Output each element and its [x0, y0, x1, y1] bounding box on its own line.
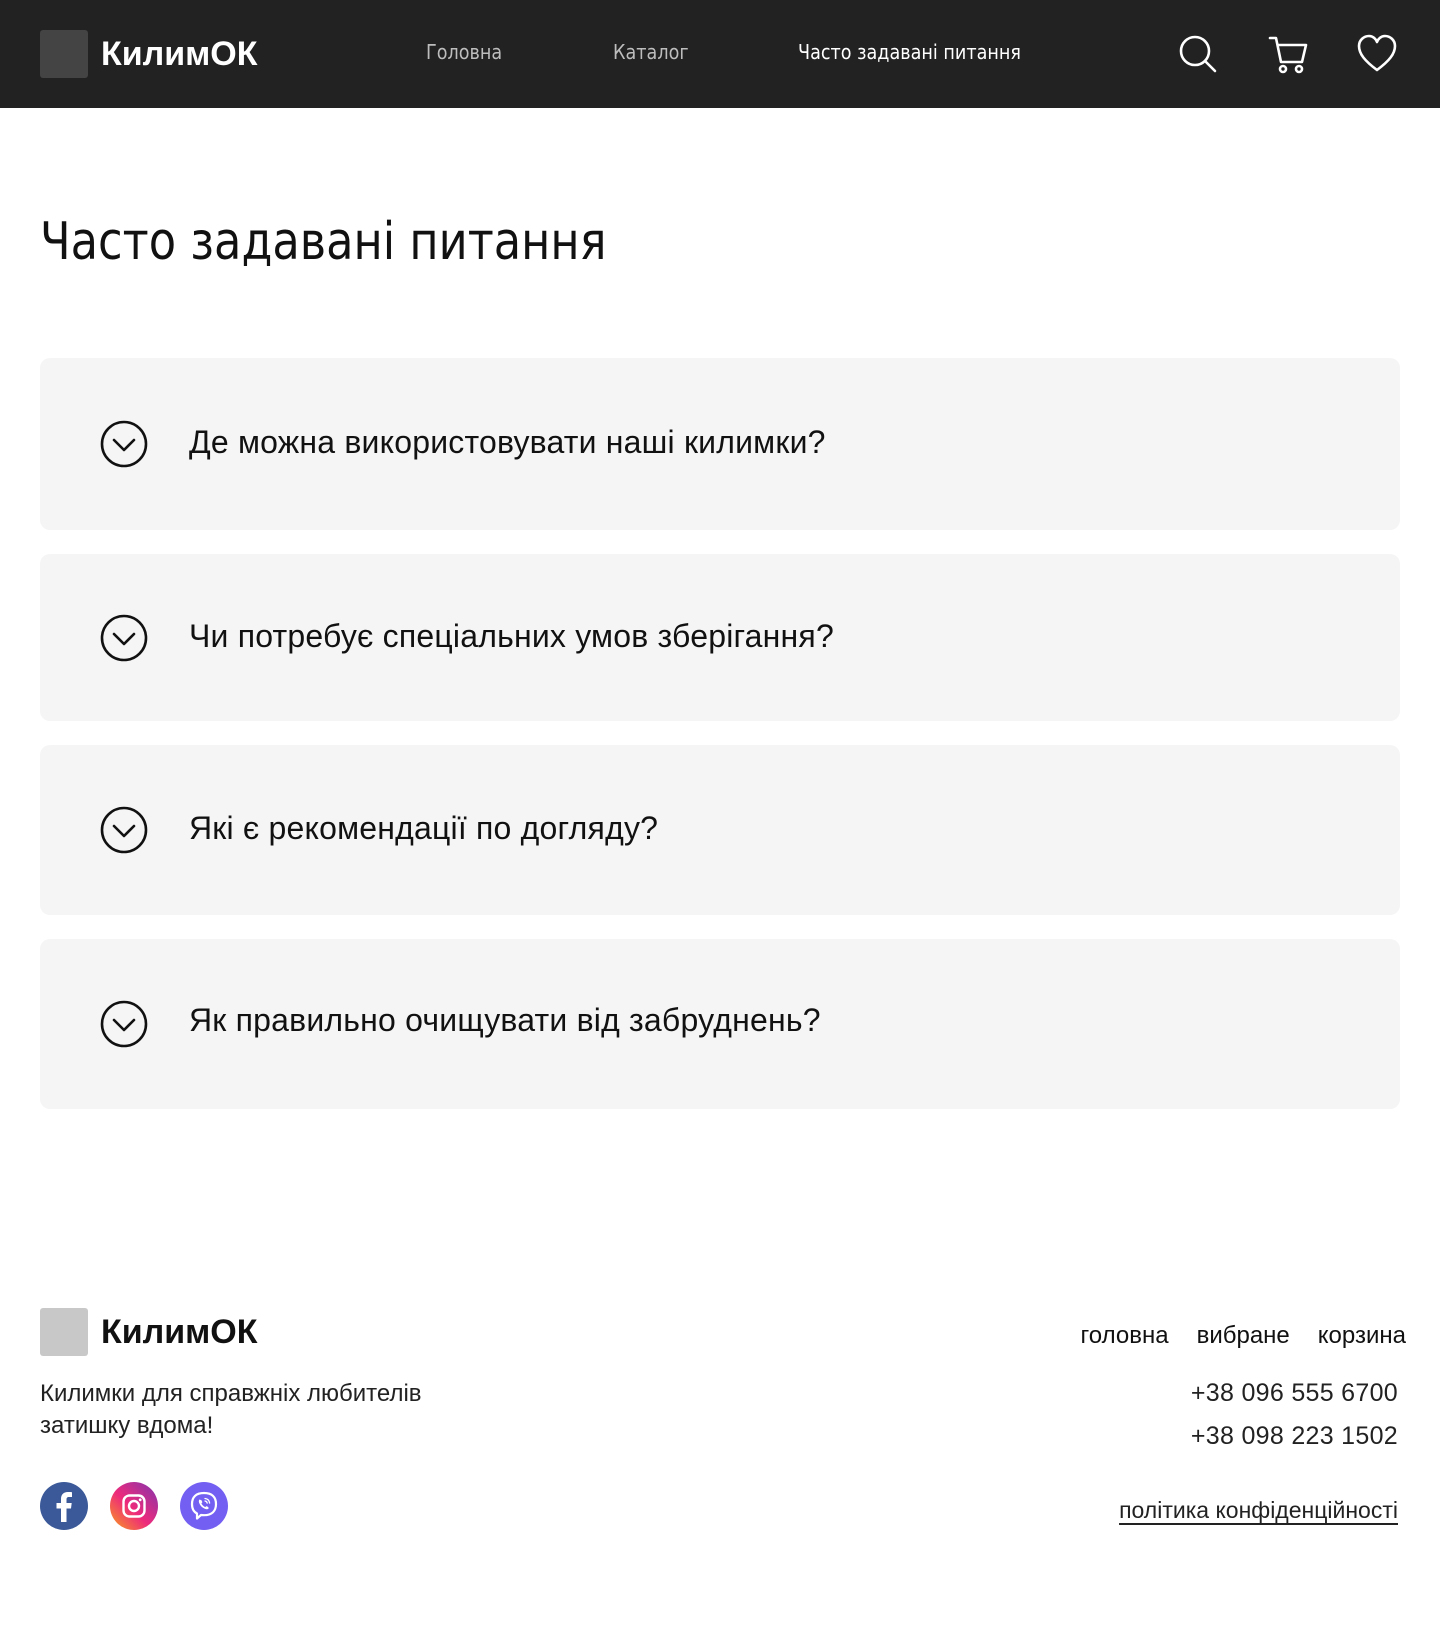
header-logo[interactable] [40, 30, 258, 78]
logo-text: КилимОК [101, 1312, 258, 1351]
faq-question: Як правильно очищувати від забруднень? [189, 1002, 821, 1038]
footer-nav [1081, 1322, 1406, 1350]
footer-phone[interactable]: +38 096 555 6700 [1190, 1379, 1398, 1407]
footer-phone[interactable]: +38 098 223 1502 [1190, 1422, 1398, 1450]
privacy-policy-link[interactable]: політика конфіденційності [1119, 1497, 1398, 1523]
faq-item[interactable] [40, 358, 1400, 530]
footer-link-favorites[interactable]: вибране [1196, 1322, 1290, 1349]
faq-item[interactable] [40, 745, 1400, 915]
page-title: Часто задавані питання [40, 212, 607, 272]
search-icon[interactable] [1176, 32, 1220, 76]
logo-mark [40, 30, 88, 78]
nav-link-home[interactable]: Головна [426, 40, 503, 64]
footer-link-cart[interactable]: корзина [1317, 1322, 1406, 1349]
faq-question: Де можна використовувати наші килимки? [189, 424, 826, 460]
chevron-down-icon [100, 420, 148, 468]
cart-icon[interactable] [1266, 32, 1310, 76]
faq-item[interactable] [40, 939, 1400, 1109]
logo-text: КилимОК [101, 34, 258, 73]
viber-icon[interactable] [180, 1482, 228, 1530]
footer-link-home[interactable]: головна [1080, 1322, 1169, 1349]
faq-question: Які є рекомендації по догляду? [189, 810, 659, 846]
heart-icon[interactable] [1355, 32, 1399, 76]
facebook-icon[interactable] [40, 1482, 88, 1530]
footer-tagline: Килимки для справжніх любителів затишку вдома! [40, 1380, 422, 1439]
chevron-down-icon [100, 1000, 148, 1048]
instagram-icon[interactable] [110, 1482, 158, 1530]
chevron-down-icon [100, 614, 148, 662]
site-header [0, 0, 1440, 108]
logo-mark [40, 1308, 88, 1356]
chevron-down-icon [100, 806, 148, 854]
faq-item[interactable] [40, 554, 1400, 721]
nav-link-catalog[interactable]: Каталог [613, 40, 689, 64]
nav-link-faq[interactable]: Часто задавані питання [798, 40, 1021, 64]
faq-question: Чи потребує спеціальних умов зберігання? [189, 618, 834, 654]
footer-logo[interactable] [40, 1308, 258, 1356]
